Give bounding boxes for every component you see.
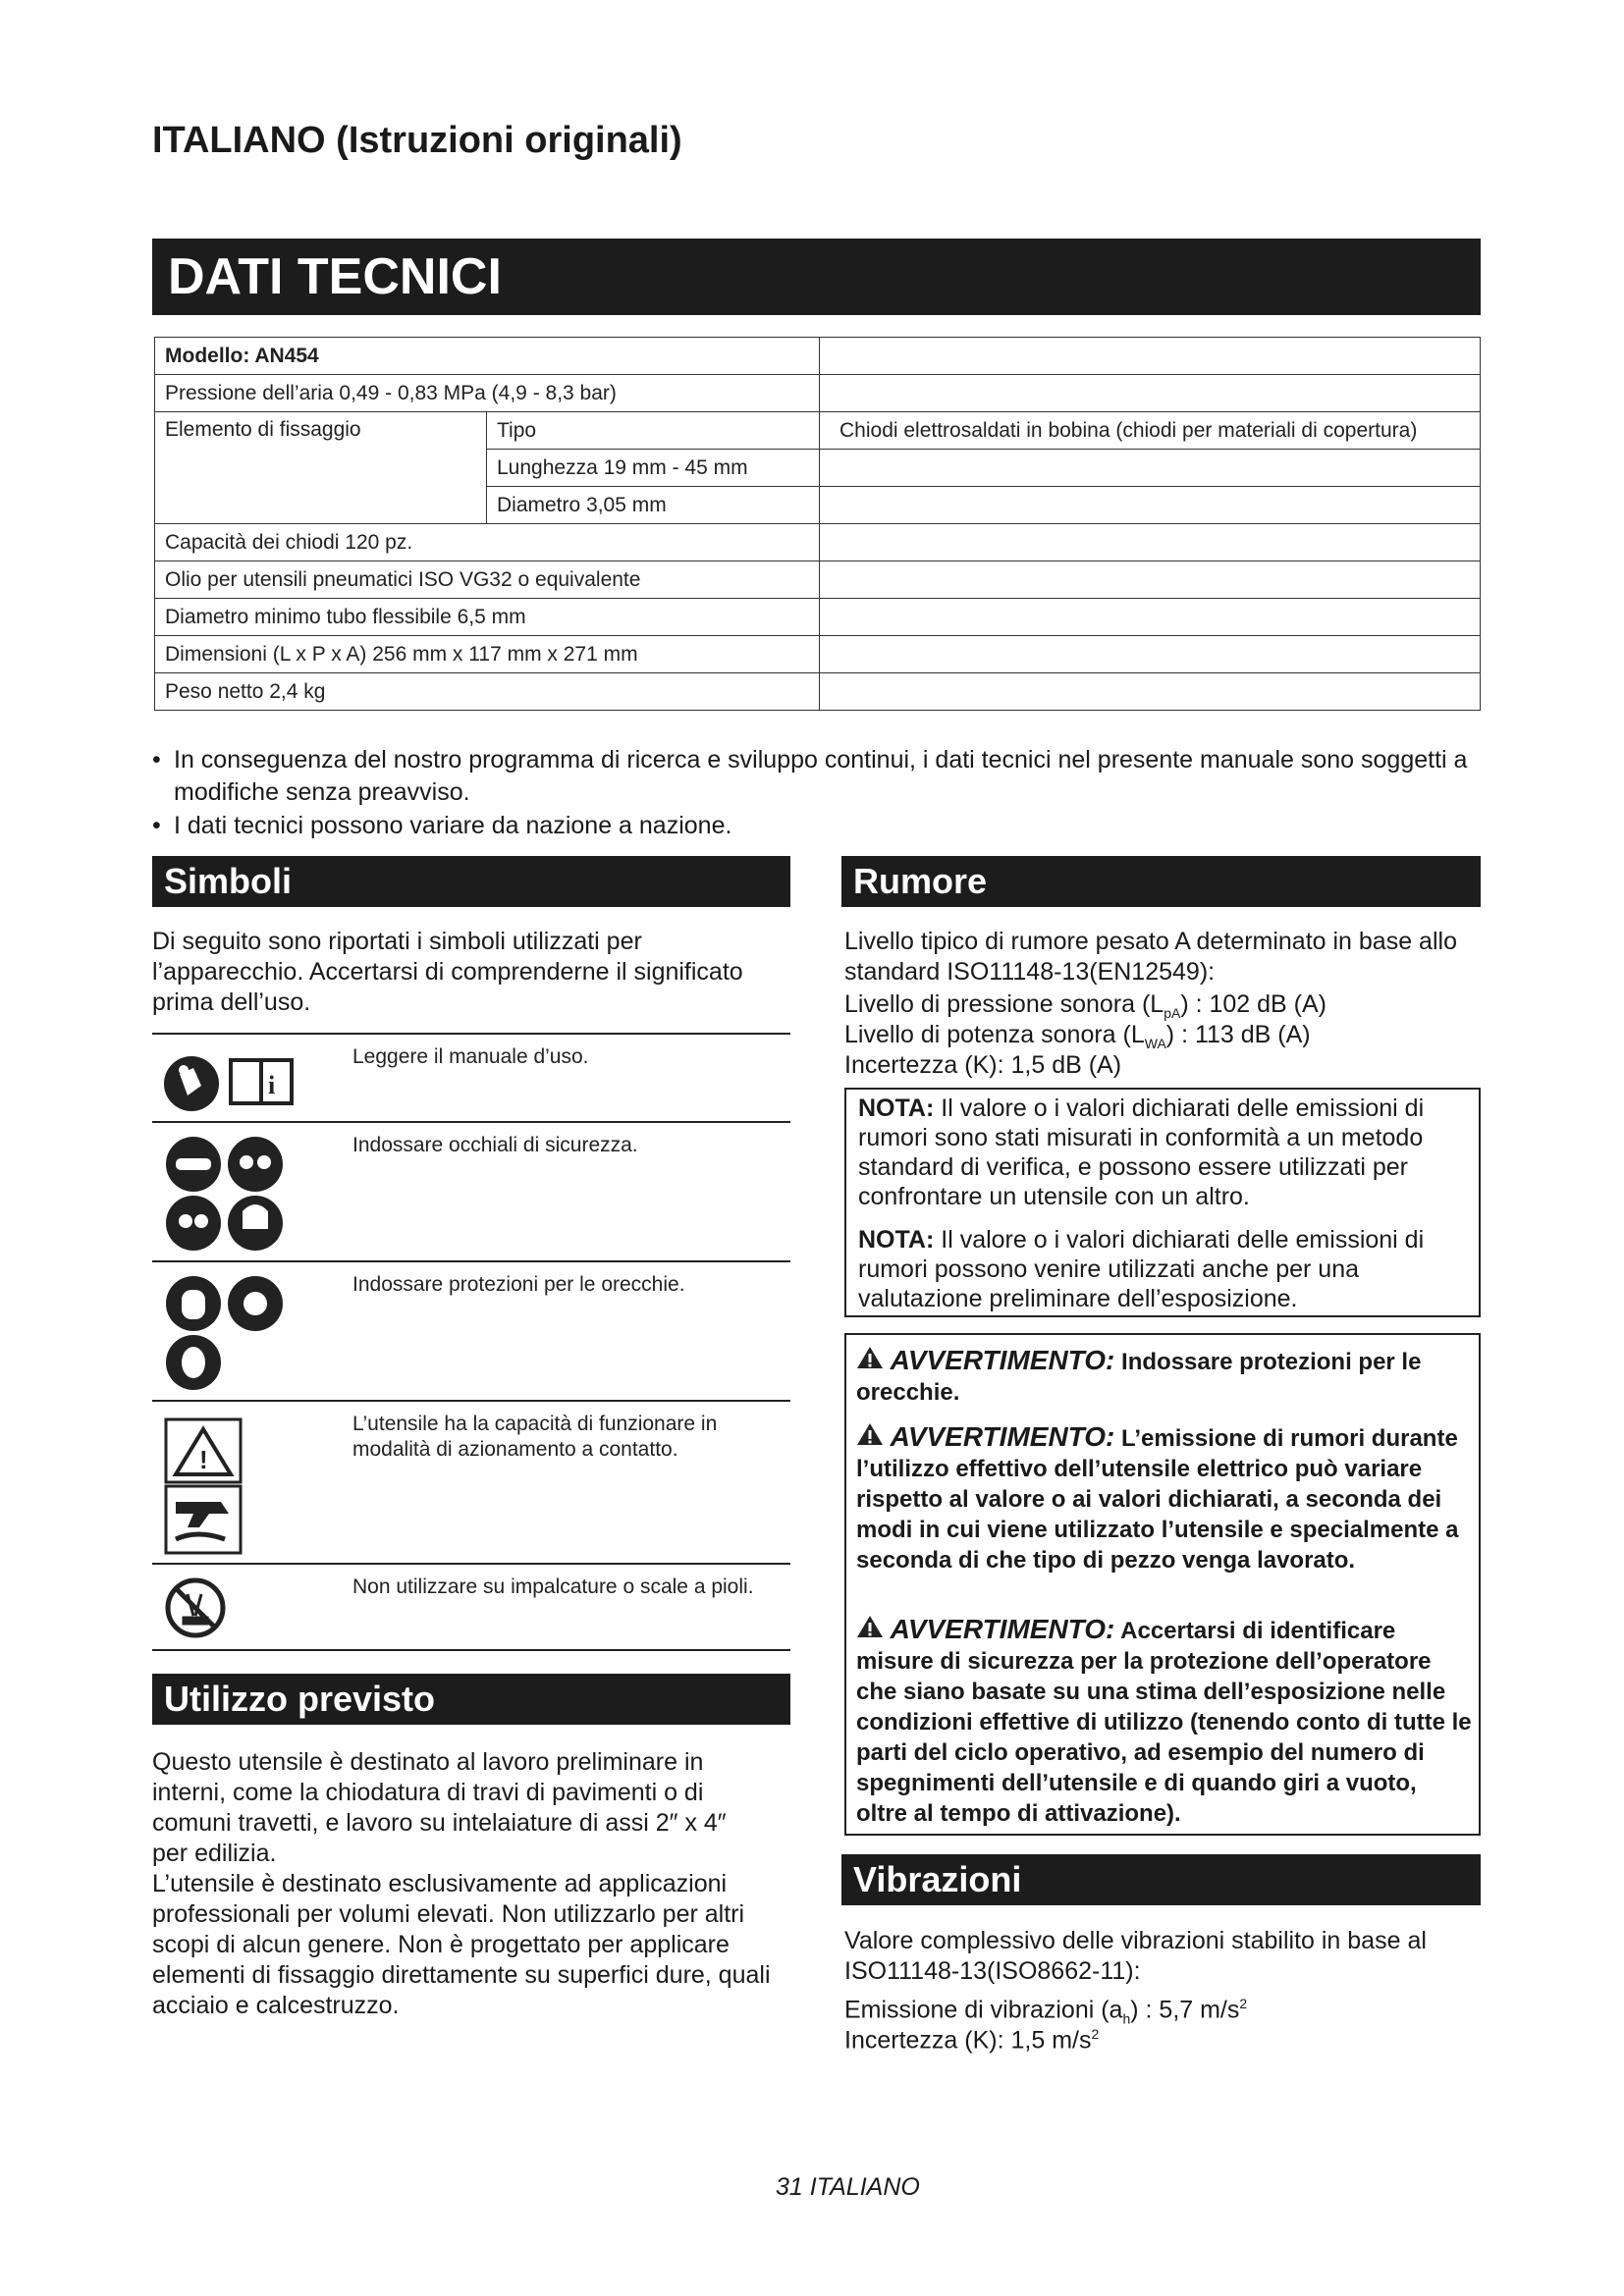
symbols-title-bar: Simboli xyxy=(152,856,790,907)
intended-use-p1: Questo utensile è destinato al lavoro preliminare in interni, come la chiodatura di travi di pavimenti o di comuni travetti, e lavoro su intelaiature di assi 2″ x 4″ per edilizia. xyxy=(152,1748,727,1867)
vibration-emission: Emissione di vibrazioni $(a_h)$ : 5,7 $m/s^2$ xyxy=(844,1996,1248,2027)
noise-note-1: NOTA: Il valore o i valori dichiarati delle emissioni di rumori sono stati misurati in conformità a un metodo standard di verifica, e possono essere utilizzati per confrontare un utensile con un altro. xyxy=(858,1095,1425,1210)
noise-note-box xyxy=(844,1088,1481,1317)
symbol-row: ! L’utensile ha la capacità di funzionare in modalità di azionamento a contatto. xyxy=(152,1400,790,1565)
vibration-uncertainty: Incertezza (K): 1,5 $m/s^2$ xyxy=(844,2026,1100,2055)
read-manual-icon xyxy=(162,1044,309,1120)
warning-1: AVVERTIMENTO: Indossare protezioni per le orecchie. xyxy=(856,1345,1422,1406)
vibration-title-bar: Vibrazioni xyxy=(841,1854,1481,1905)
intended-use-title-bar: Utilizzo previsto xyxy=(152,1674,790,1725)
svg-text:i: i xyxy=(268,1071,276,1099)
symbol-row: Indossare protezioni per le orecchie. xyxy=(152,1260,790,1402)
noise-note-2: NOTA: Il valore o i valori dichiarati delle emissioni di rumori possono venire utilizzati anche per una valutazione preliminare dell’esposizione. xyxy=(858,1226,1425,1312)
warning-icon xyxy=(856,1346,884,1369)
spec-type-label: Tipo xyxy=(487,412,820,450)
page-number: 31 ITALIANO xyxy=(776,2173,920,2201)
warning-3: AVVERTIMENTO: Accertarsi di identificare misure di sicurezza per la protezione dell’operatore che siano basate su una stima dell’esposizione nelle condizioni effettive di utilizzo (tenendo conto di tutte le parti del ciclo operativo, ad esempio del numero di spegnimenti dell’utensile e di quando giri a vuoto, oltre al tempo di attivazione). xyxy=(856,1614,1472,1827)
spec-weight: Peso netto 2,4 kg xyxy=(155,673,820,711)
noise-uncertainty: Incertezza (K): 1,5 dB (A) xyxy=(844,1051,1122,1079)
noise-intro: Livello tipico di rumore pesato A determinato in base allo standard ISO11148-13(EN12549): xyxy=(844,928,1457,986)
spec-model: Modello: AN454 xyxy=(155,338,820,375)
safety-glasses-icon xyxy=(162,1133,299,1260)
noise-lwa: Livello di potenza sonora $(L_{WA})$ : 113 dB (A) xyxy=(844,1021,1311,1051)
spec-air-pressure: Pressione dell’aria 0,49 - 0,83 MPa (4,9 - 8,3 bar) xyxy=(155,375,820,412)
table-row xyxy=(155,599,1481,636)
contact-actuation-icon xyxy=(162,1412,250,1564)
spec-oil: Olio per utensili pneumatici ISO VG32 o equivalente xyxy=(155,561,820,599)
spec-fastener-label: Elemento di fissaggio xyxy=(155,412,487,524)
vibration-intro: Valore complessivo delle vibrazioni stabilito in base al ISO11148-13(ISO8662-11): xyxy=(844,1927,1427,1985)
table-row xyxy=(155,338,1481,375)
noise-warning-box xyxy=(844,1333,1481,1836)
intended-use-p2: L’utensile è destinato esclusivamente ad applicazioni professionali per volumi elevati. Non utilizzarlo per altri scopi di alcun genere. Non è progettato per applicare elementi di fissaggio direttamente su superfici dure, quali acciaio e calcestruzzo. xyxy=(152,1870,771,2019)
table-row xyxy=(155,561,1481,599)
svg-text:!: ! xyxy=(199,1445,208,1474)
spec-hose: Diametro minimo tubo flessibile 6,5 mm xyxy=(155,599,820,636)
noise-title-bar: Rumore xyxy=(841,856,1481,907)
noise-lpa: Livello di pressione sonora $(L_{pA})$ : 102 dB (A) xyxy=(844,990,1326,1021)
specs-table xyxy=(154,337,1481,711)
table-row xyxy=(155,412,1481,450)
table-row xyxy=(155,636,1481,673)
bullet-icon: • xyxy=(152,746,161,774)
table-row xyxy=(155,375,1481,412)
table-row xyxy=(155,524,1481,561)
language-title: ITALIANO (Istruzioni originali) xyxy=(152,120,682,161)
spec-dimensions: Dimensioni (L x P x A) 256 mm x 117 mm x 271 mm xyxy=(155,636,820,673)
bullet-icon: • xyxy=(152,812,161,839)
warning-icon xyxy=(856,1422,884,1446)
no-scaffold-icon xyxy=(162,1575,231,1648)
spec-capacity: Capacità dei chiodi 120 pz. xyxy=(155,524,820,561)
symbol-row: i Leggere il manuale d’uso. xyxy=(152,1033,790,1123)
warning-2: AVVERTIMENTO: L’emissione di rumori durante l’utilizzo effettivo dell’utensile elettrico può variare rispetto al valore o ai valori dichiarati, a seconda dei modi in cui viene utilizzato l’utensile e specialmente a seconda di che tipo di pezzo venga lavorato. xyxy=(856,1421,1459,1574)
symbol-row: Non utilizzare su impalcature o scale a pioli. xyxy=(152,1563,790,1651)
symbol-row: Indossare occhiali di sicurezza. xyxy=(152,1121,790,1262)
table-row xyxy=(155,673,1481,711)
symbols-intro: Di seguito sono riportati i simboli utilizzati per l’apparecchio. Accertarsi di comprenderne il significato prima dell’uso. xyxy=(152,928,743,1016)
specs-title-bar: DATI TECNICI xyxy=(152,239,1481,315)
spec-type-value: Chiodi elettrosaldati in bobina (chiodi per materiali di copertura) xyxy=(820,412,1481,450)
ear-protection-icon xyxy=(162,1272,299,1400)
spec-diameter: Diametro 3,05 mm xyxy=(487,487,820,524)
warning-icon xyxy=(856,1615,884,1638)
spec-length: Lunghezza 19 mm - 45 mm xyxy=(487,450,820,487)
